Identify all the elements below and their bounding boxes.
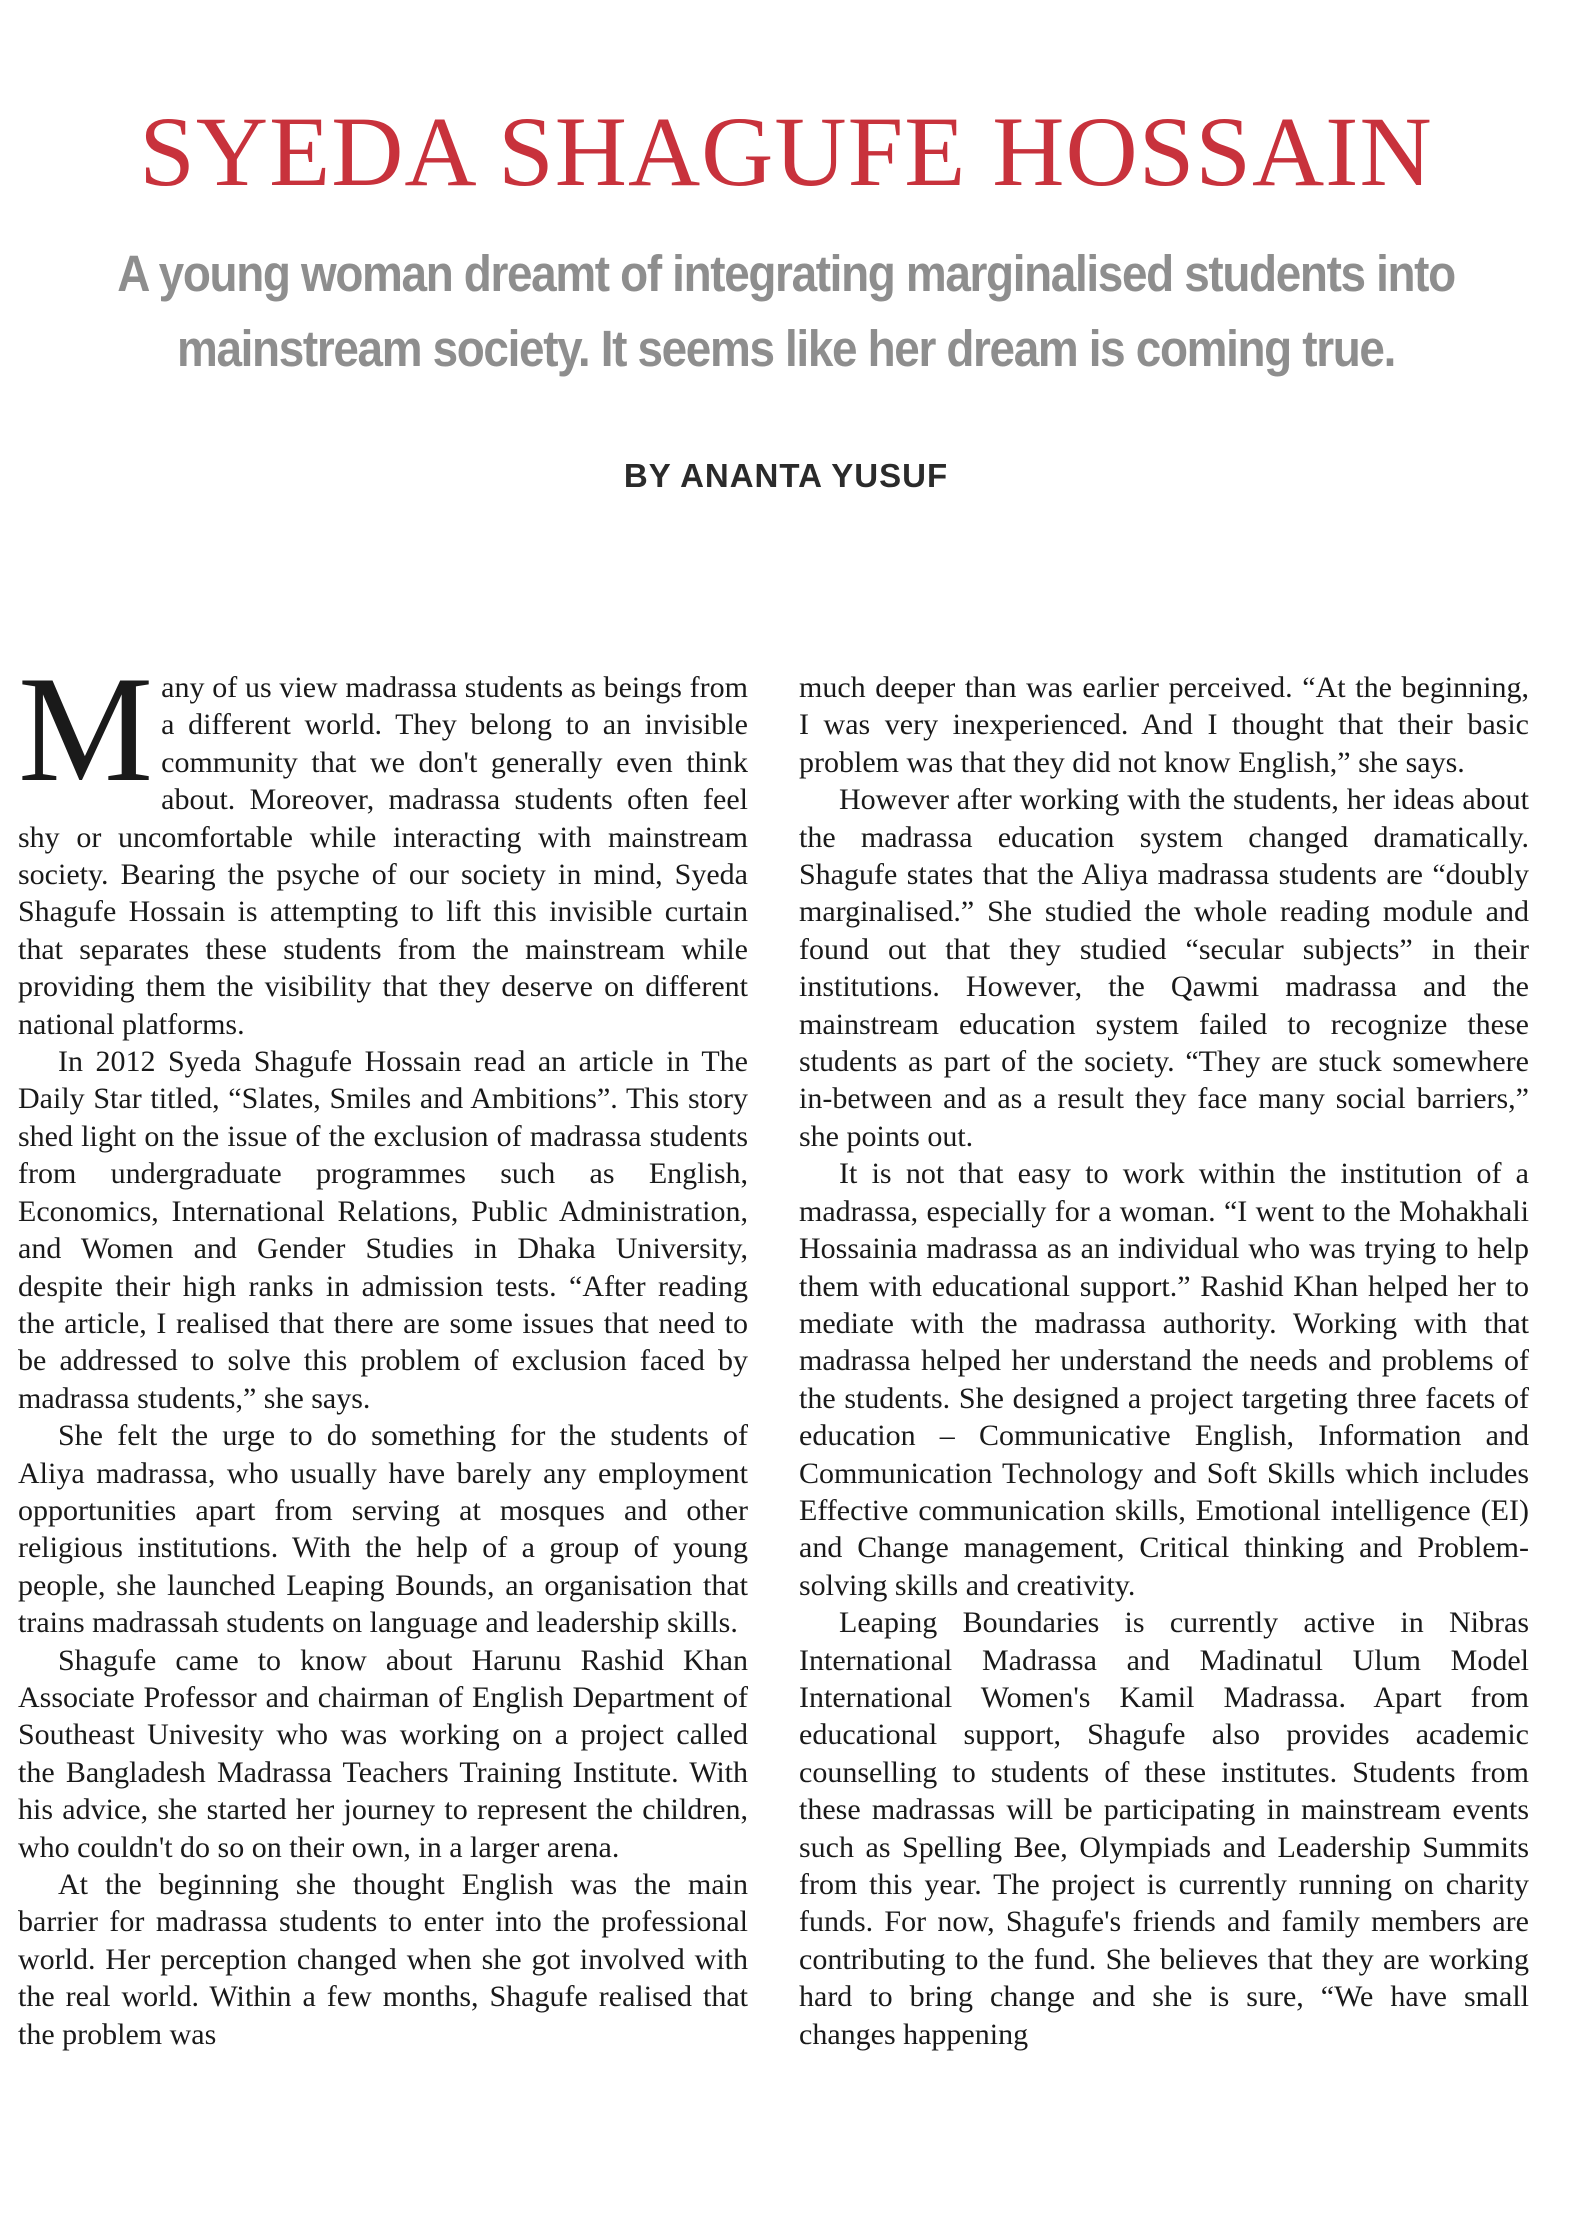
body-paragraph: [18, 669, 748, 1043]
body-paragraph: In 2012 Syeda Shagufe Hossain read an article in The Daily Star titled, “Slates, Smiles and Ambitions”. This story shed light on the issue of the exclusion of madrassa students from undergraduate programmes such as English, Economics, International Relations, Public Administration, and Women and Gender Studies in Dhaka University, despite their high ranks in admission tests. “After reading the article, I realised that there are some issues that need to be addressed to solve this problem of exclusion faced by madrassa students,” she says.: [18, 1045, 748, 1415]
article-byline: BY ANANTA YUSUF: [623, 457, 949, 494]
article-headline: SYEDA SHAGUFE HOSSAIN: [139, 96, 1433, 207]
body-column-right: [799, 669, 1529, 2217]
article-standfirst: A young woman dreamt of integrating marginalised students into mainstream society. It seems like her dream is coming true.: [117, 245, 1455, 377]
body-paragraph-text: any of us view madrassa students as beings from a different world. They belong to an invisible community that we don't generally even think about. Moreover, madrassa students often feel shy or uncomfortable while interacting with mainstream society. Bearing the psyche of our society in mind, Syeda Shagufe Hossain is attempting to lift this invisible curtain that separates these students from the mainstream while providing them the visibility that they deserve on different national platforms.: [18, 671, 748, 1041]
drop-cap: M: [18, 669, 154, 813]
body-paragraph: Leaping Boundaries is currently active in Nibras International Madrassa and Madinatul Ulum Model International Women's Kamil Madrassa. Apart from educational support, Shagufe also provides academic counselling to students of these institutes. Students from these madrassas will be participating in mainstream events such as Spelling Bee, Olympiads and Leadership Summits from this year. The project is currently running on charity funds. For now, Shagufe's friends and family members are contributing to the fund. She believes that they are working hard to bring change and she is sure, “We have small changes happening: [799, 1606, 1529, 2051]
body-column-left: [18, 669, 748, 2217]
body-paragraph: much deeper than was earlier perceived. “At the beginning, I was very inexperienced. And I thought that their basic problem was that they did not know English,” she says.: [799, 671, 1529, 779]
body-paragraph: She felt the urge to do something for the students of Aliya madrassa, who usually have barely any employment opportunities apart from serving at mosques and other religious institutions. With the help of a group of young people, she launched Leaping Bounds, an organisation that trains madrassah students on language and leadership skills.: [18, 1419, 748, 1640]
body-paragraph: At the beginning she thought English was the main barrier for madrassa students to enter into the professional world. Her perception changed when she got involved with the real world. Within a few months, Shagufe realised that the problem was: [18, 1868, 748, 2051]
body-paragraph: However after working with the students, her ideas about the madrassa education system changed dramatically. Shagufe states that the Aliya madrassa students are “doubly marginalised.” She studied the whole reading module and found out that they studied “secular subjects” in their institutions. However, the Qawmi madrassa and the mainstream education system failed to recognize these students as part of the society. “They are stuck somewhere in-between and as a result they face many social barriers,” she points out.: [799, 783, 1529, 1153]
body-paragraph: Shagufe came to know about Harunu Rashid Khan Associate Professor and chairman of English Department of Southeast Univesity who was working on a project called the Bangladesh Madrassa Teachers Training Institute. With his advice, she started her journey to represent the children, who couldn't do so on their own, in a larger arena.: [18, 1643, 748, 1864]
body-paragraph: It is not that easy to work within the institution of a madrassa, especially for a woman. “I went to the Mohakhali Hossainia madrassa as an individual who was trying to help them with educational support.” Rashid Khan helped her to mediate with the madrassa authority. Working with that madrassa helped her understand the needs and problems of the students. She designed a project targeting three facets of education – Communicative English, Information and Communication Technology and Soft Skills which includes Effective communication skills, Emotional intelligence (EI) and Change management, Critical thinking and Problem-solving skills and creativity.: [799, 1157, 1529, 1602]
